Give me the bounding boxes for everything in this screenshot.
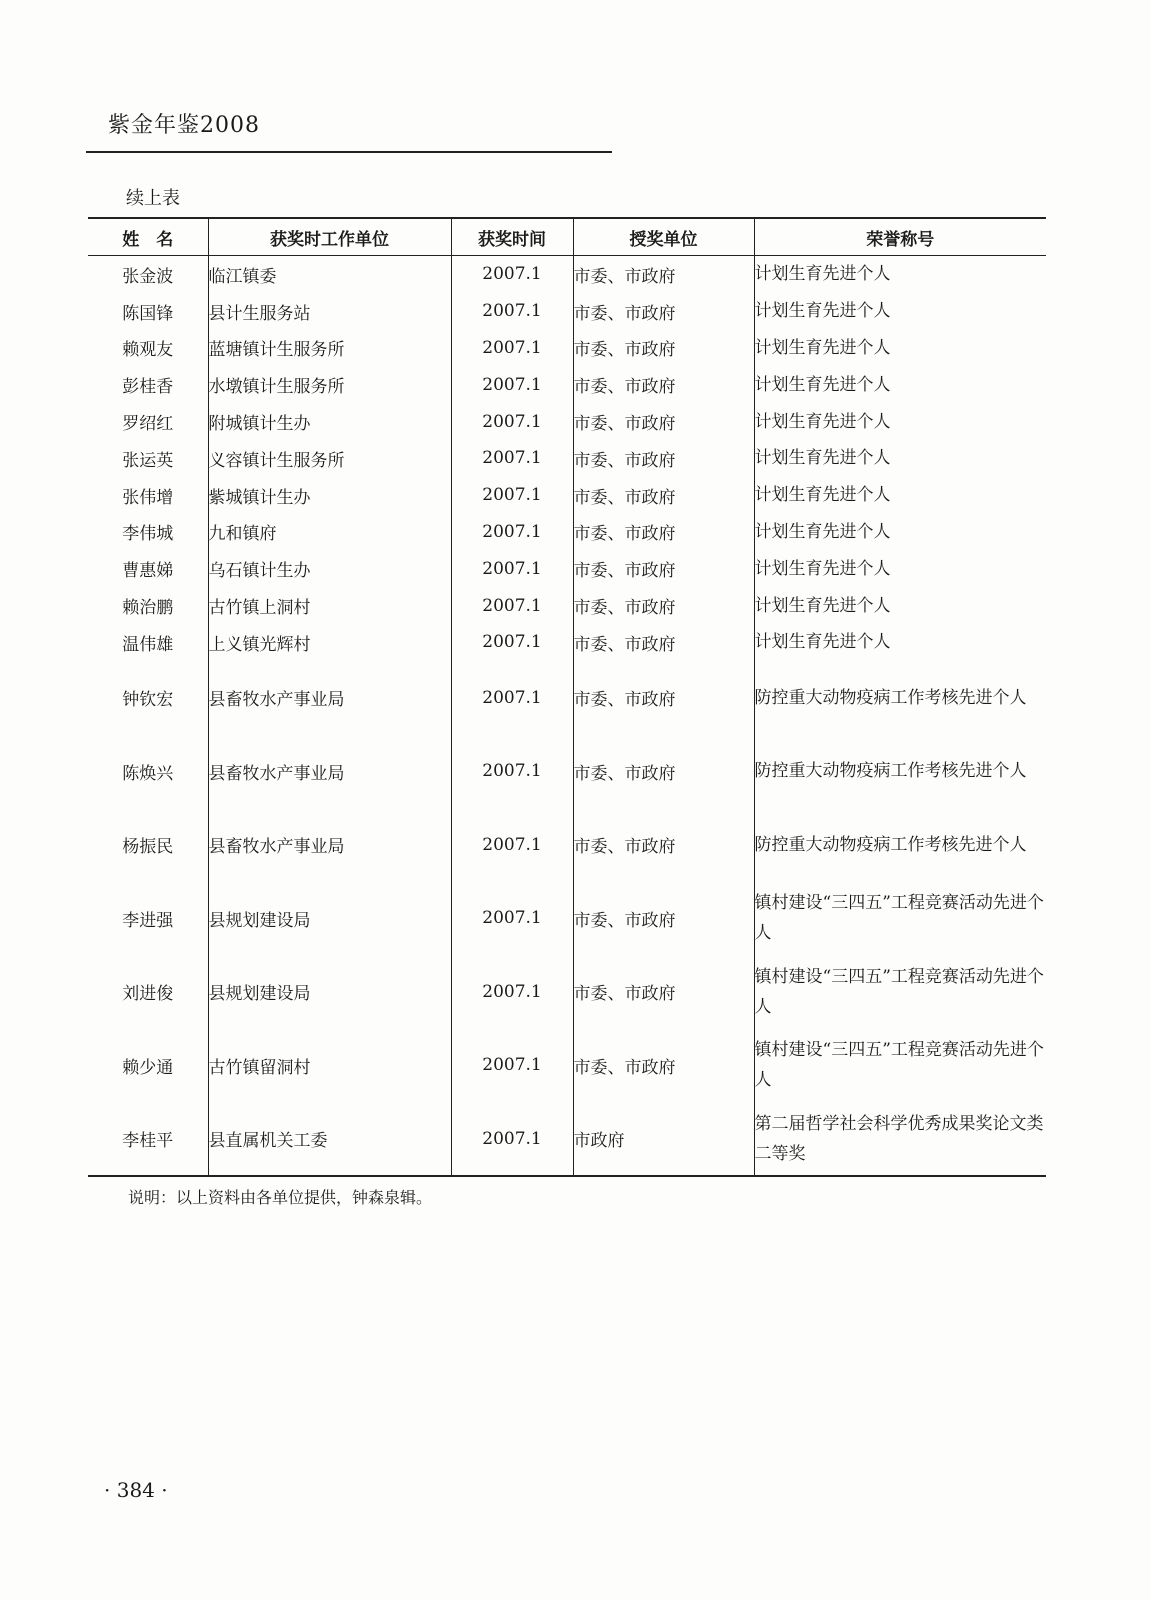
table-row: [88, 734, 1046, 808]
cell-authority: 市委、市政府: [573, 808, 754, 882]
cell-title: 计划生育先进个人: [754, 477, 1046, 514]
table-row: [88, 1102, 1046, 1177]
table-caption: 续上表: [126, 188, 180, 209]
cell-unit: 蓝塘镇计生服务所: [208, 330, 451, 367]
cell-title: 计划生育先进个人: [754, 550, 1046, 587]
cell-unit: 古竹镇上洞村: [208, 587, 451, 624]
table-row: [88, 440, 1046, 477]
cell-unit: 附城镇计生办: [208, 403, 451, 440]
cell-name: 李桂平: [122, 1131, 174, 1152]
cell-title: 计划生育先进个人: [754, 514, 1046, 551]
cell-name: 钟钦宏: [122, 690, 174, 711]
cell-time: 2007.1: [451, 624, 573, 661]
cell-name: 赖观友: [122, 340, 174, 361]
cell-authority: 市政府: [573, 1102, 754, 1177]
column-header-time: 获奖时间: [451, 218, 573, 256]
cell-time: 2007.1: [451, 366, 573, 403]
cell-authority: 市委、市政府: [573, 661, 754, 735]
cell-time: 2007.1: [451, 1028, 573, 1102]
cell-authority: 市委、市政府: [573, 514, 754, 551]
cell-authority: 市委、市政府: [573, 955, 754, 1029]
cell-name: 赖少通: [122, 1057, 174, 1078]
cell-authority: 市委、市政府: [573, 587, 754, 624]
cell-authority: 市委、市政府: [573, 477, 754, 514]
cell-name: 张金波: [122, 266, 174, 287]
cell-title: 防控重大动物疫病工作考核先进个人: [754, 808, 1046, 882]
awards-table: [88, 217, 1046, 1177]
cell-name: 彭桂香: [122, 377, 174, 398]
cell-authority: 市委、市政府: [573, 293, 754, 330]
cell-name: 陈焕兴: [122, 763, 174, 784]
cell-authority: 市委、市政府: [573, 330, 754, 367]
cell-unit: 县畜牧水产事业局: [208, 808, 451, 882]
cell-time: 2007.1: [451, 440, 573, 477]
cell-time: 2007.1: [451, 293, 573, 330]
cell-title: 防控重大动物疫病工作考核先进个人: [754, 734, 1046, 808]
cell-title: 第二届哲学社会科学优秀成果奖论文类二等奖: [754, 1102, 1046, 1177]
cell-title: 镇村建设“三四五”工程竞赛活动先进个人: [754, 881, 1046, 955]
cell-time: 2007.1: [451, 808, 573, 882]
cell-unit: 义容镇计生服务所: [208, 440, 451, 477]
cell-title: 计划生育先进个人: [754, 366, 1046, 403]
source-note: 说明：以上资料由各单位提供，钟森泉辑。: [128, 1188, 433, 1207]
table-row: [88, 881, 1046, 955]
cell-title: 镇村建设“三四五”工程竞赛活动先进个人: [754, 1028, 1046, 1102]
cell-unit: 县畜牧水产事业局: [208, 661, 451, 735]
cell-time: 2007.1: [451, 514, 573, 551]
cell-title: 防控重大动物疫病工作考核先进个人: [754, 661, 1046, 735]
cell-title: 计划生育先进个人: [754, 293, 1046, 330]
cell-unit: 古竹镇留洞村: [208, 1028, 451, 1102]
column-header-name: 姓 名: [122, 229, 174, 250]
table-row: [88, 661, 1046, 735]
cell-name: 杨振民: [122, 837, 174, 858]
table-row: [88, 330, 1046, 367]
cell-authority: 市委、市政府: [573, 403, 754, 440]
cell-name: 陈国锋: [122, 303, 174, 324]
cell-authority: 市委、市政府: [573, 256, 754, 293]
cell-title: 计划生育先进个人: [754, 587, 1046, 624]
cell-unit: 县直属机关工委: [208, 1102, 451, 1177]
cell-time: 2007.1: [451, 403, 573, 440]
cell-unit: 县规划建设局: [208, 881, 451, 955]
cell-name: 赖治鹏: [122, 598, 174, 619]
table-row: [88, 403, 1046, 440]
table-row: [88, 293, 1046, 330]
cell-unit: 九和镇府: [208, 514, 451, 551]
table-row: [88, 624, 1046, 661]
cell-authority: 市委、市政府: [573, 440, 754, 477]
cell-title: 计划生育先进个人: [754, 403, 1046, 440]
cell-name: 刘进俊: [122, 984, 174, 1005]
cell-name: 罗绍红: [122, 414, 174, 435]
table-row: [88, 955, 1046, 1029]
column-header-title: 荣誉称号: [754, 218, 1046, 256]
cell-authority: 市委、市政府: [573, 734, 754, 808]
table-header-row: [88, 218, 1046, 256]
cell-authority: 市委、市政府: [573, 550, 754, 587]
column-header-authority: 授奖单位: [573, 218, 754, 256]
cell-name: 李伟城: [122, 524, 174, 545]
cell-authority: 市委、市政府: [573, 624, 754, 661]
cell-time: 2007.1: [451, 661, 573, 735]
column-header-unit: 获奖时工作单位: [208, 218, 451, 256]
cell-time: 2007.1: [451, 550, 573, 587]
cell-authority: 市委、市政府: [573, 366, 754, 403]
cell-unit: 县计生服务站: [208, 293, 451, 330]
table-row: [88, 1028, 1046, 1102]
cell-name: 李进强: [122, 910, 174, 931]
cell-name: 张运英: [122, 450, 174, 471]
cell-time: 2007.1: [451, 955, 573, 1029]
cell-unit: 临江镇委: [208, 256, 451, 293]
cell-time: 2007.1: [451, 587, 573, 624]
table-row: [88, 587, 1046, 624]
header-rule: [86, 151, 612, 153]
cell-title: 计划生育先进个人: [754, 624, 1046, 661]
table-row: [88, 477, 1046, 514]
table-row: [88, 366, 1046, 403]
cell-unit: 县规划建设局: [208, 955, 451, 1029]
cell-title: 镇村建设“三四五”工程竞赛活动先进个人: [754, 955, 1046, 1029]
cell-name: 张伟增: [122, 487, 174, 508]
cell-unit: 水墩镇计生服务所: [208, 366, 451, 403]
cell-unit: 乌石镇计生办: [208, 550, 451, 587]
cell-title: 计划生育先进个人: [754, 256, 1046, 293]
cell-title: 计划生育先进个人: [754, 330, 1046, 367]
cell-time: 2007.1: [451, 477, 573, 514]
cell-time: 2007.1: [451, 734, 573, 808]
table-row: [88, 256, 1046, 293]
cell-authority: 市委、市政府: [573, 881, 754, 955]
cell-unit: 上义镇光辉村: [208, 624, 451, 661]
cell-unit: 紫城镇计生办: [208, 477, 451, 514]
cell-time: 2007.1: [451, 881, 573, 955]
cell-time: 2007.1: [451, 330, 573, 367]
cell-name: 温伟雄: [122, 634, 174, 655]
table-row: [88, 550, 1046, 587]
cell-unit: 县畜牧水产事业局: [208, 734, 451, 808]
cell-name: 曹惠娣: [122, 561, 174, 582]
cell-authority: 市委、市政府: [573, 1028, 754, 1102]
cell-time: 2007.1: [451, 1102, 573, 1177]
table-row: [88, 514, 1046, 551]
page-number: · 384 ·: [104, 1478, 168, 1502]
cell-time: 2007.1: [451, 256, 573, 293]
cell-title: 计划生育先进个人: [754, 440, 1046, 477]
running-head: 紫金年鉴2008: [108, 113, 260, 138]
table-row: [88, 808, 1046, 882]
